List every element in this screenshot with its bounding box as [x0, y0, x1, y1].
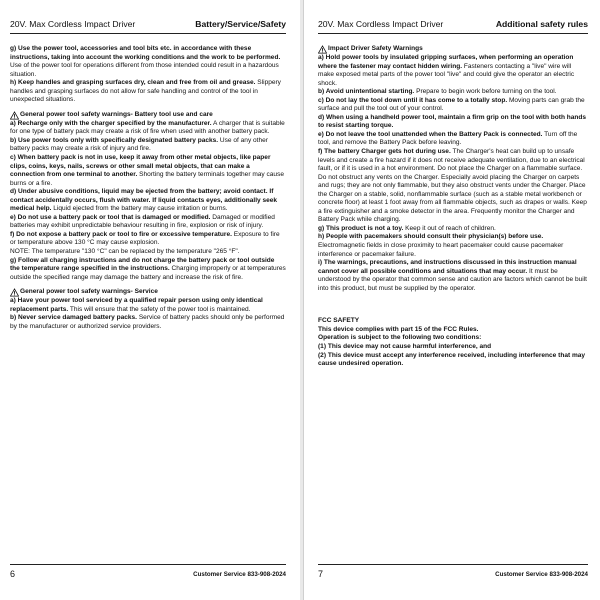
rule-g-charging-instructions: g) Follow all charging instructions and do not charge the battery pack or tool outside the temperature range specified in the instructions. Charging improperly or at temperatures outside the specified range may damage the battery and increase the risk of fire.: [10, 256, 286, 281]
rule-f-fire-temperature: f) Do not expose a battery pack or tool to fire or excessive temperature. Exposure to fire or temperature above 130 °C may cause explosion.: [10, 230, 280, 247]
rule-i-common-sense: i) The warnings, precautions, and instructions discussed in this instruction manual cannot cover all possible conditions and situations that may occur. It must be understood by the operator that common sense and caution are factors which cannot be built into this product, but must be supplied by the operator.: [318, 259, 587, 292]
rule-g-not-a-toy: g) This product is not a toy. Keep it out of reach of children.: [318, 224, 496, 232]
rule-a-recharge: a) Recharge only with the charger specified by the manufacturer. A charger that is suitable for one type of battery pack may create a risk of fire when used with another battery pack.: [10, 119, 285, 136]
page-header: [318, 15, 588, 34]
rule-d-liquid-ejected: d) Under abusive conditions, liquid may be ejected from the battery; avoid contact. If contact accidentally occurs, flush with water. If liquid contacts eyes, additionally seek medical help. Liquid ejected from the battery may cause irritation or burns.: [10, 188, 278, 213]
product-title: 20V. Max Cordless Impact Driver: [318, 19, 444, 29]
right-page: [303, 0, 600, 600]
rule-b-damaged-battery: b) Never service damaged battery packs. Service of battery packs should only be performed by the manufacturer or authorized service providers.: [10, 314, 285, 330]
fcc-line-2: Operation is subject to the following two conditions:: [318, 334, 482, 342]
rule-e-unattended: e) Do not leave the tool unattended when the Battery Pack is connected. Turn off the tool, and remove the Battery Pack before leaving.: [318, 130, 578, 147]
page-number: 6: [10, 569, 16, 579]
impact-driver-warnings-heading: Impact Driver Safety Warnings: [318, 45, 588, 54]
battery-warnings-heading: General power tool safety warnings- Battery tool use and care: [10, 111, 286, 120]
page-footer: [10, 564, 286, 580]
rule-e-damaged-pack: e) Do not use a battery pack or tool that is damaged or modified. Damaged or modified batteries may exhibit unpredictable behaviour resulting in fire, explosion or risk of injury.: [10, 213, 275, 230]
customer-service: Customer Service 833-908-2024: [193, 570, 286, 578]
fcc-line-1: This device complies with part 15 of the FCC Rules.: [318, 325, 479, 333]
rule-a-insulated-surfaces: a) Hold power tools by insulated gripping surfaces, when performing an operation where the fastener may contact hidden wiring. Fasteners contacting a "live" wire will make exposed metal parts of the power tool "live" and could give the operator an electric shock.: [318, 54, 575, 87]
rule-g-use-power-tool: g) Use the power tool, accessories and tool bits etc. in accordance with these instructions, taking into account the working conditions and the work to be performed. Use of the power tool for operations different from those intended could result in a hazardous situation.: [10, 45, 281, 78]
section-title: Additional safety rules: [495, 19, 588, 29]
rule-h-pacemakers: h) People with pacemakers should consult their physician(s) before use. Electromagnetic fields in close proximity to heart pacemaker could cause pacemaker interference or pacemaker failure.: [318, 233, 564, 258]
rule-h-keep-handles-dry: h) Keep handles and grasping surfaces dry, clean and free from oil and grease. Slippery handles and grasping surfaces do not allow for safe handling and control of the tool in unexpected situations.: [10, 79, 281, 104]
warning-triangle-icon: [10, 288, 19, 297]
rule-d-firm-grip: d) When using a handheld power tool, maintain a firm grip on the tool with both hands to resist starting torque.: [318, 113, 587, 130]
customer-service: Customer Service 833-908-2024: [495, 570, 588, 578]
warning-triangle-icon: [10, 111, 19, 120]
fcc-line-4: (2) This device must accept any interference received, including interference that may cause undesired operation.: [318, 351, 586, 368]
page-header: [10, 15, 286, 34]
page-body: [318, 45, 588, 369]
rule-b-designated-packs: b) Use power tools only with specifically designated battery packs. Use of any other battery packs may create a risk of injury and fire.: [10, 136, 268, 153]
rule-a-qualified-repair: a) Have your power tool serviced by a qualified repair person using only identical replacement parts. This will ensure that the safety of the power tool is maintained.: [10, 297, 263, 313]
product-title: 20V. Max Cordless Impact Driver: [10, 19, 136, 29]
temperature-note: NOTE: The temperature "130 °C" can be replaced by the temperature "265 °F".: [10, 248, 240, 256]
page-number: 7: [318, 569, 324, 579]
fcc-heading: FCC SAFETY: [318, 317, 360, 325]
rule-b-unintentional-start: b) Avoid unintentional starting. Prepare to begin work before turning on the tool.: [318, 88, 557, 96]
page-footer: [318, 564, 588, 580]
warning-triangle-icon: [318, 45, 327, 54]
rule-c-metal-objects: c) When battery pack is not in use, keep it away from other metal objects, like paper clips, coins, keys, nails, screws or other small metal objects, that can make a connection from one terminal to another. Shorting the battery terminals together may cause burns or a fire.: [10, 154, 284, 187]
rule-c-lay-tool-down: c) Do not lay the tool down until it has come to a totally stop. Moving parts can grab the surface and pull the tool out of your control.: [318, 96, 585, 113]
rule-f-charger-hot: f) The battery Charger gets hot during use. The Charger's heat can build up to unsafe levels and create a fire hazard if it does not receive adequate ventilation, due to an electrical fault, or if it is used in a hot environment. Do not place the Charger on a flammable surface. Do not obstruct any vents on the Charger. Especially avoid placing the Charger on carpets and rugs; they are not only flammable, but they also obstruct vents under the Charger. Place the Charger on a stable, solid, nonflammable surface (such as a stable metal workbench or concrete floor) at least 1 foot away from all flammable objects, such as drapes or walls. Keep a fire extinguisher and a smoke detector in the area. Frequently monitor the Charger and Battery Pack while charging.: [318, 148, 587, 224]
section-title: Battery/Service/Safety: [195, 19, 286, 29]
fcc-line-3: (1) This device may not cause harmful interference, and: [318, 342, 492, 350]
service-warnings-heading: General power tool safety warnings- Service: [10, 288, 286, 297]
page-body: [10, 45, 286, 331]
